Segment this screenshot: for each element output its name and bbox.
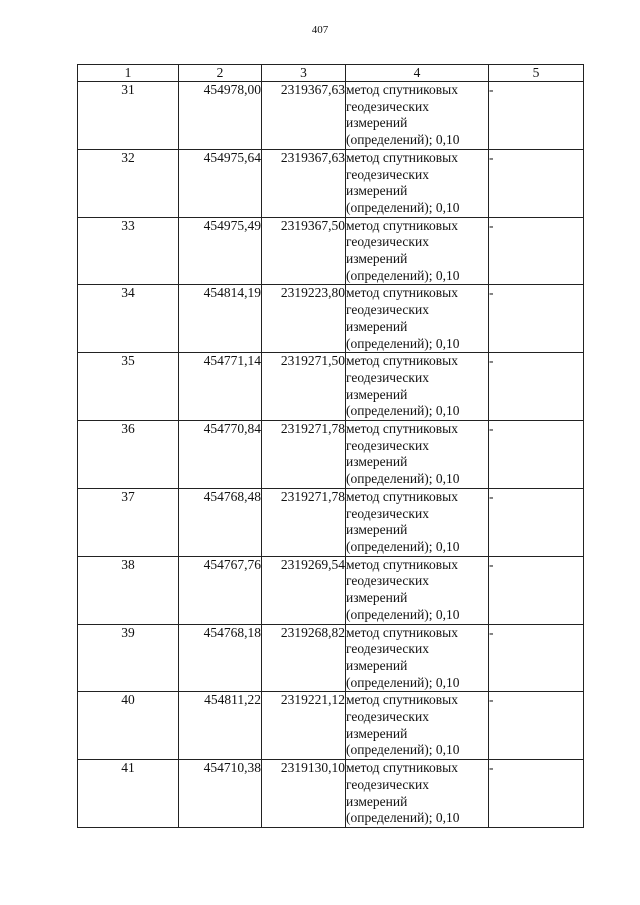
method-line: метод спутниковых [346,624,458,640]
note-cell: - [489,285,584,353]
method-cell [346,149,489,217]
method-cell [346,285,489,353]
y-coordinate-cell: 2319271,78 [262,488,346,556]
y-coordinate-cell: 2319223,80 [262,285,346,353]
y-coordinate-cell: 2319271,50 [262,353,346,421]
note-cell: - [489,556,584,624]
point-number-cell: 31 [78,82,179,150]
x-coordinate-cell: 454771,14 [179,353,262,421]
y-coordinate-cell: 2319367,63 [262,82,346,150]
point-number-cell: 35 [78,353,179,421]
point-number-cell: 40 [78,692,179,760]
table-row [78,421,584,489]
method-line: (определений); 0,10 [346,199,460,215]
note-cell: - [489,149,584,217]
method-line: измерений [346,115,408,131]
method-line: измерений [346,793,408,809]
method-line: (определений); 0,10 [346,742,460,758]
method-line: (определений); 0,10 [346,606,460,622]
x-coordinate-cell: 454768,48 [179,488,262,556]
column-header-4: 4 [346,65,489,82]
method-line: геодезических [346,369,429,385]
method-line: метод спутниковых [346,421,458,437]
x-coordinate-cell: 454975,49 [179,217,262,285]
method-line: (определений); 0,10 [346,267,460,283]
method-line: геодезических [346,302,429,318]
y-coordinate-cell: 2319271,78 [262,421,346,489]
method-line: метод спутниковых [346,556,458,572]
method-cell [346,217,489,285]
method-line: геодезических [346,234,429,250]
method-line: метод спутниковых [346,217,458,233]
method-line: измерений [346,725,408,741]
point-number-cell: 32 [78,149,179,217]
x-coordinate-cell: 454814,19 [179,285,262,353]
method-line: геодезических [346,98,429,114]
table-row [78,760,584,828]
coordinates-table [77,64,584,828]
note-cell: - [489,217,584,285]
x-coordinate-cell: 454770,84 [179,421,262,489]
method-cell [346,692,489,760]
method-line: метод спутниковых [346,285,458,301]
method-line: метод спутниковых [346,353,458,369]
note-cell: - [489,353,584,421]
method-line: геодезических [346,166,429,182]
method-cell [346,556,489,624]
method-line: измерений [346,522,408,538]
method-line: геодезических [346,776,429,792]
table-row [78,217,584,285]
point-number-cell: 41 [78,760,179,828]
method-line: метод спутниковых [346,488,458,504]
table-row [78,82,584,150]
method-line: измерений [346,183,408,199]
method-cell [346,421,489,489]
method-line: метод спутниковых [346,82,458,97]
point-number-cell: 36 [78,421,179,489]
header-row [78,65,584,82]
column-header-3: 3 [262,65,346,82]
method-line: измерений [346,318,408,334]
table-row [78,624,584,692]
table-header [78,65,584,82]
y-coordinate-cell: 2319130,10 [262,760,346,828]
method-cell [346,488,489,556]
y-coordinate-cell: 2319221,12 [262,692,346,760]
note-cell: - [489,82,584,150]
note-cell: - [489,624,584,692]
x-coordinate-cell: 454767,76 [179,556,262,624]
column-header-2: 2 [179,65,262,82]
method-line: (определений); 0,10 [346,132,460,148]
method-line: геодезических [346,641,429,657]
table-row [78,353,584,421]
table-body [78,82,584,828]
method-line: метод спутниковых [346,760,458,776]
method-cell [346,82,489,150]
y-coordinate-cell: 2319367,63 [262,149,346,217]
method-line: (определений); 0,10 [346,335,460,351]
point-number-cell: 38 [78,556,179,624]
table-row [78,149,584,217]
table-row [78,285,584,353]
column-header-1: 1 [78,65,179,82]
x-coordinate-cell: 454811,22 [179,692,262,760]
method-line: измерений [346,454,408,470]
table-row [78,692,584,760]
table-row [78,488,584,556]
point-number-cell: 34 [78,285,179,353]
point-number-cell: 33 [78,217,179,285]
note-cell: - [489,760,584,828]
method-line: геодезических [346,437,429,453]
method-line: (определений); 0,10 [346,538,460,554]
method-line: геодезических [346,573,429,589]
note-cell: - [489,421,584,489]
y-coordinate-cell: 2319367,50 [262,217,346,285]
method-line: метод спутниковых [346,149,458,165]
table-row [78,556,584,624]
method-line: измерений [346,590,408,606]
method-line: измерений [346,657,408,673]
x-coordinate-cell: 454710,38 [179,760,262,828]
method-cell [346,624,489,692]
method-cell [346,760,489,828]
method-line: измерений [346,251,408,267]
x-coordinate-cell: 454768,18 [179,624,262,692]
note-cell: - [489,488,584,556]
y-coordinate-cell: 2319269,54 [262,556,346,624]
method-line: геодезических [346,709,429,725]
method-cell [346,353,489,421]
method-line: геодезических [346,505,429,521]
method-line: (определений); 0,10 [346,810,460,826]
method-line: метод спутниковых [346,692,458,708]
page-number: 407 [311,24,329,36]
x-coordinate-cell: 454978,00 [179,82,262,150]
method-line: измерений [346,386,408,402]
point-number-cell: 39 [78,624,179,692]
method-line: (определений); 0,10 [346,403,460,419]
y-coordinate-cell: 2319268,82 [262,624,346,692]
method-line: (определений); 0,10 [346,674,460,690]
column-header-5: 5 [489,65,584,82]
method-line: (определений); 0,10 [346,471,460,487]
note-cell: - [489,692,584,760]
point-number-cell: 37 [78,488,179,556]
x-coordinate-cell: 454975,64 [179,149,262,217]
